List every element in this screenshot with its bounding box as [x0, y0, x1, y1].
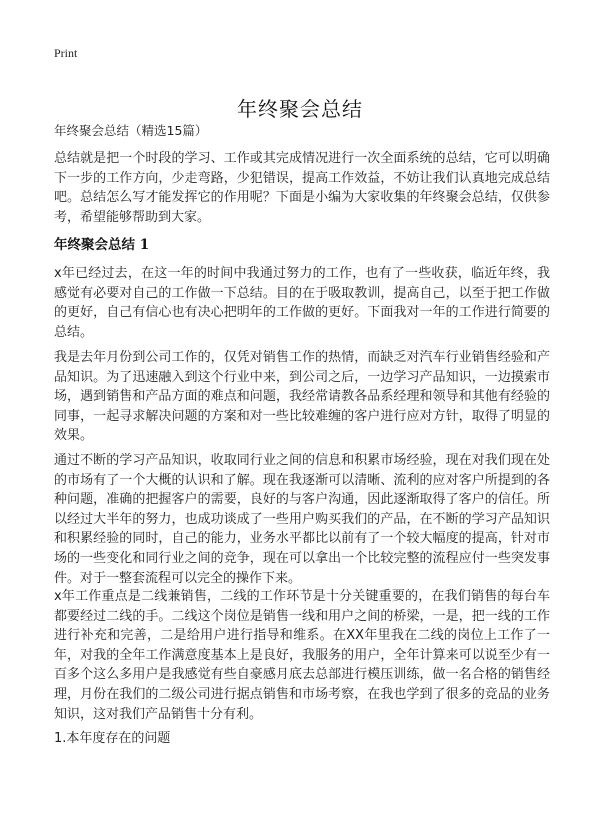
- body-paragraph-1: x年已经过去，在这一年的时间中我通过努力的工作，也有了一些收获，临近年终，我感觉有必要对自己的工作做一下总结。目的在于吸取教训，提高自己，以至于把工作做的更好，自己有信心也有决心把明年的工作做的更好。下面我对一年的工作进行简要的总结。: [54, 266, 550, 340]
- body-paragraph-4: x年工作重点是二线兼销售，二线的工作环节是十分关键重要的，在我们销售的每台车都要经过二线的手。二线这个岗位是销售一线和用户之间的桥梁，一是，把一线的工作进行补充和完善，二是给用户进行指导和维系。在XX年里我在二线的岗位上工作了一年，对我的全年工作满意度基本上是良好，我服务的用户，全年计算来可以说至少有一百多个这么多用户是我感觉有些自豪感月底去总部进行模压训练，做一名合格的销售经理，月份在我们的二级公司进行据点销售和市场考察，在我也学到了很多的竞品的业务知识，这对我们产品销售十分有利。: [54, 589, 550, 722]
- section-heading: 年终聚会总结 1: [54, 237, 150, 253]
- body-paragraph-2: 我是去年月份到公司工作的，仅凭对销售工作的热情，而缺乏对汽车行业销售经验和产品知识。为了迅速融入到这个行业中来，到公司之后，一边学习产品知识，一边摸索市场，遇到销售和产品方面的难点和问题，我经常请教各品系经理和领导和其他有经验的同事，一起寻求解决问题的方案和对一些比较难缠的客户进行应对方针，取得了明显的效果。: [54, 350, 550, 444]
- body-paragraph-3: 通过不断的学习产品知识，收取同行业之间的信息和积累市场经验，现在对我们现在处的市场有了一个大概的认识和了解。现在我逐渐可以清晰、流利的应对客户所提到的各种问题，准确的把握客户的需要，良好的与客户沟通，因此逐渐取得了客户的信任。所以经过大半年的努力，也成功谈成了一些用户购买我们的产品，在不断的学习产品知识和积累经验的同时，自己的能力，业务水平都比以前有了一个较大幅度的提高，针对市场的一些变化和同行业之间的竞争，现在可以拿出一个比较完整的流程应付一些突发事件。对于一整套流程可以完全的操作下来。: [54, 453, 550, 586]
- intro-paragraph: 总结就是把一个时段的学习、工作或其完成情况进行一次全面系统的总结，它可以明确下一步的工作方向，少走弯路，少犯错误，提高工作效益，不妨让我们认真地完成总结吧。总结怎么写才能发挥它的作用呢？下面是小编为大家收集的年终聚会总结，仅供参考，希望能够帮助到大家。: [54, 151, 550, 225]
- print-label: Print: [54, 46, 78, 60]
- document-subtitle: 年终聚会总结（精选15篇）: [54, 123, 208, 138]
- list-heading: 1.本年度存在的问题: [54, 731, 171, 746]
- document-title: 年终聚会总结: [237, 97, 363, 122]
